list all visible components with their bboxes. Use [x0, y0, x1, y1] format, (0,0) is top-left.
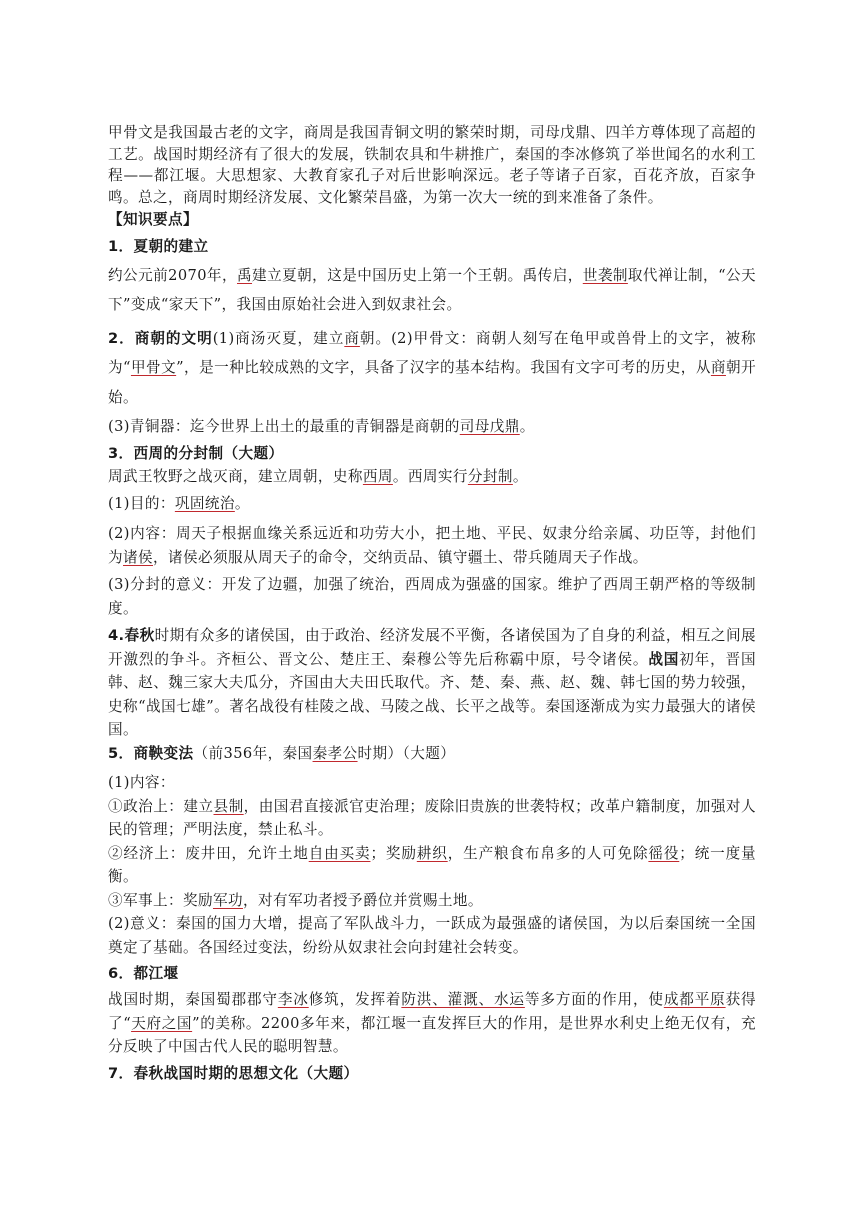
intro-text: 甲骨文是我国最古老的文字，商周是我国青铜文明的繁荣时期，司母戊鼎、四羊方尊体现了高超的工艺。战国时期经济有了很大的发展，铁制农具和牛耕推广，秦国的李冰修筑了举世闻名的水利工程——都江堰。大思想家、大教育家孔子对后世影响深远。老子等诸子百家，百花齐放，百家争鸣。总之，商周时期经济发展、文化繁荣昌盛，为第一次大一统的到来准备了条件。 — [108, 124, 756, 206]
answer-blank: 李冰 — [277, 991, 309, 1008]
section-6-heading: 6．都江堰 — [108, 965, 179, 982]
answer-blank: 巩固统治 — [174, 494, 235, 512]
section-6-paragraph: 战国时期，秦国蜀郡郡守李冰修筑，发挥着防洪、灌溉、水运等多方面的作用，使成都平原获得了“天府之国”的美称。2200多年来，都江堰一直发挥巨大的作用，是世界水利史上绝无仅有，充分反映了中国古代人民的聪明智慧。 — [108, 991, 757, 1055]
answer-blank: 防洪、灌溉、水运 — [401, 991, 525, 1008]
answer-blank: 天府之国 — [131, 1014, 193, 1032]
answer-blank: 军功 — [212, 891, 243, 909]
answer-blank: 禹 — [236, 266, 253, 284]
document-page — [108, 122, 756, 1088]
answer-blank: 自由买卖 — [308, 844, 371, 862]
section-4-paragraph: 4.春秋时期有众多的诸侯国，由于政治、经济发展不平衡，各诸侯国为了自身的利益，相互之间展开激烈的争斗。齐桓公、晋文公、楚庄王、秦穆公等先后称霸中原，号令诸侯。战国初年，晋国韩、赵、魏三家大夫瓜分，齐国由大夫田氏取代。齐、楚、秦、燕、赵、魏、韩七国的势力较强，史称“战国七雄”。著名战役有桂陵之战、马陵之战、长平之战等。秦国逐渐成为实力最强大的诸侯国。 — [108, 627, 756, 738]
answer-blank: 县制 — [213, 797, 244, 815]
section-2-paragraph: 2．商朝的文明(1)商汤灭夏，建立商朝。(2)甲骨文：商朝人刻写在龟甲或兽骨上的文字，被称为“甲骨文”，是一种比较成熟的文字，具备了汉字的基本结构。我国有文字可考的历史，从商朝开始。 — [108, 329, 756, 406]
section-5-military: ③军事上：奖励军功，对有军功者授予爵位并赏赐土地。 — [108, 891, 483, 909]
section-3-purpose: (1)目的：巩固统治。 — [108, 494, 250, 512]
warring-states-label: 战国 — [648, 650, 680, 668]
answer-blank: 商 — [344, 329, 360, 347]
section-5-economy: ②经济上：废井田，允许土地自由买卖；奖励耕织，生产粮食布帛多的人可免除徭役；统一度量衡。 — [108, 844, 757, 885]
answer-blank: 甲骨文 — [130, 359, 177, 376]
section-3-heading: 3．西周的分封制（大题） — [108, 444, 284, 462]
answer-blank: 分封制 — [467, 468, 513, 485]
spring-autumn-label: 4.春秋 — [108, 627, 155, 644]
answer-blank: 商 — [710, 359, 726, 376]
section-1-paragraph: 约公元前2070年，禹建立夏朝，这是中国历史上第一个王朝。禹传启，世袭制取代禅让制，“公天下”变成“家天下”，我国由原始社会进入到奴隶社会。 — [108, 266, 757, 313]
section-5-heading-line: 5．商鞅变法（前356年，秦国秦孝公时期）（大题） — [108, 744, 456, 762]
answer-blank: 司母戊鼎 — [459, 418, 520, 435]
section-7-heading: 7．春秋战国时期的思想文化（大题） — [108, 1064, 359, 1082]
answer-blank: 西周 — [362, 468, 393, 485]
knowledge-heading: 【知识要点】 — [108, 211, 198, 228]
answer-blank: 耕织 — [416, 844, 448, 862]
section-1-heading: 1．夏朝的建立 — [108, 237, 209, 255]
section-5-politics: ①政治上：建立县制，由国君直接派官吏治理；废除旧贵族的世袭特权；改革户籍制度，加强对人民的管理；严明法度，禁止私斗。 — [108, 797, 756, 838]
section-3-content: (2)内容：周天子根据血缘关系远近和功劳大小，把土地、平民、奴隶分给亲属、功臣等，封他们为诸侯，诸侯必须服从周天子的命令，交纳贡品、镇守疆土、带兵随周天子作战。 — [108, 525, 756, 566]
section-5-heading: 5．商鞅变法 — [108, 744, 194, 762]
section-3-paragraph: 周武王牧野之战灭商，建立周朝，史称西周。西周实行分封制。 — [108, 468, 528, 485]
answer-blank: 徭役 — [648, 844, 680, 862]
answer-blank: 秦孝公 — [312, 744, 358, 762]
section-2-bronze: (3)青铜器：迄今世界上出土的最重的青铜器是商朝的司母戊鼎。 — [108, 418, 535, 435]
intro-paragraph — [108, 122, 756, 208]
answer-blank: 世袭制 — [582, 266, 628, 284]
section-3-meaning: (3)分封的意义：开发了边疆，加强了统治，西周成为强盛的国家。维护了西周王朝严格的等级制度。 — [108, 576, 756, 617]
section-5-content-label: (1)内容： — [108, 774, 175, 791]
answer-blank: 诸侯 — [123, 548, 153, 566]
section-5-meaning: (2)意义：秦国的国力大增，提高了军队战斗力，一跃成为最强盛的诸侯国，为以后秦国统一全国奠定了基础。各国经过变法，纷纷从奴隶社会向封建社会转变。 — [108, 915, 756, 956]
section-2-heading: 2．商朝的文明 — [108, 329, 213, 347]
answer-blank: 成都平原 — [663, 991, 726, 1008]
